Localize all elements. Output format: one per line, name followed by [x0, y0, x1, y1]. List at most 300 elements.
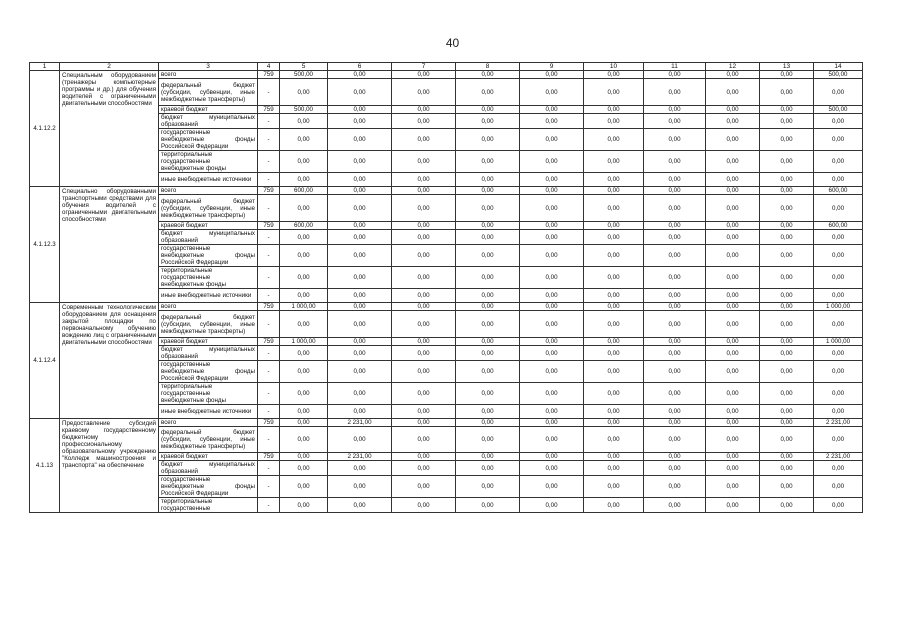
- amount-cell: 0,00: [520, 476, 584, 498]
- amount-cell: 0,00: [706, 461, 760, 476]
- amount-cell: 0,00: [328, 114, 392, 129]
- amount-cell: 0,00: [392, 476, 456, 498]
- amount-cell: 0,00: [760, 383, 814, 405]
- amount-cell: 0,00: [520, 151, 584, 173]
- amount-cell: 0,00: [584, 453, 644, 461]
- amount-cell: 500,00: [280, 106, 328, 114]
- funding-source: бюджет муниципальных образований: [159, 346, 258, 361]
- amount-cell: 0,00: [328, 338, 392, 346]
- amount-cell: 0,00: [760, 151, 814, 173]
- amount-cell: 500,00: [814, 71, 863, 79]
- table-row: [30, 419, 863, 427]
- amount-cell: 0,00: [328, 311, 392, 338]
- amount-cell: 0,00: [280, 476, 328, 498]
- amount-cell: 0,00: [706, 222, 760, 230]
- amount-cell: 0,00: [706, 79, 760, 106]
- budget-table: [29, 62, 863, 513]
- amount-cell: 0,00: [328, 346, 392, 361]
- amount-cell: 1 000,00: [280, 338, 328, 346]
- amount-cell: 0,00: [520, 303, 584, 311]
- budget-code: -: [258, 383, 280, 405]
- amount-cell: 0,00: [328, 187, 392, 195]
- amount-cell: 0,00: [706, 419, 760, 427]
- budget-code: -: [258, 476, 280, 498]
- amount-cell: 0,00: [328, 173, 392, 187]
- amount-cell: 0,00: [644, 79, 706, 106]
- column-header: 2: [60, 63, 159, 71]
- amount-cell: 0,00: [644, 71, 706, 79]
- table-row: [30, 303, 863, 311]
- amount-cell: 0,00: [644, 173, 706, 187]
- funding-source: государственные внебюджетные фонды Российской Федерации: [159, 361, 258, 383]
- amount-cell: 0,00: [328, 222, 392, 230]
- amount-cell: 0,00: [328, 405, 392, 419]
- measure-code: 4.1.12.2: [30, 71, 60, 187]
- amount-cell: 0,00: [456, 419, 520, 427]
- amount-cell: 2 231,00: [328, 419, 392, 427]
- amount-cell: 0,00: [520, 106, 584, 114]
- amount-cell: 0,00: [760, 346, 814, 361]
- funding-source: всего: [159, 419, 258, 427]
- amount-cell: 0,00: [644, 461, 706, 476]
- amount-cell: 0,00: [520, 311, 584, 338]
- amount-cell: 0,00: [328, 230, 392, 245]
- amount-cell: 0,00: [456, 346, 520, 361]
- amount-cell: 0,00: [644, 453, 706, 461]
- funding-source: всего: [159, 187, 258, 195]
- amount-cell: 0,00: [814, 151, 863, 173]
- amount-cell: 0,00: [760, 187, 814, 195]
- amount-cell: 0,00: [584, 187, 644, 195]
- amount-cell: 0,00: [706, 129, 760, 151]
- amount-cell: 0,00: [584, 498, 644, 513]
- amount-cell: 0,00: [644, 151, 706, 173]
- amount-cell: 0,00: [584, 195, 644, 222]
- amount-cell: 0,00: [520, 289, 584, 303]
- amount-cell: 0,00: [706, 476, 760, 498]
- funding-source: иные внебюджетные источники: [159, 289, 258, 303]
- budget-code: -: [258, 311, 280, 338]
- amount-cell: 0,00: [520, 338, 584, 346]
- measure-code: 4.1.13: [30, 419, 60, 513]
- amount-cell: 0,00: [706, 114, 760, 129]
- amount-cell: 0,00: [392, 461, 456, 476]
- measure-code: 4.1.12.4: [30, 303, 60, 419]
- amount-cell: 0,00: [760, 405, 814, 419]
- amount-cell: 0,00: [760, 173, 814, 187]
- funding-source: государственные внебюджетные фонды Российской Федерации: [159, 129, 258, 151]
- budget-code: -: [258, 79, 280, 106]
- amount-cell: 0,00: [760, 245, 814, 267]
- amount-cell: 0,00: [520, 114, 584, 129]
- amount-cell: 0,00: [280, 267, 328, 289]
- budget-code: -: [258, 114, 280, 129]
- amount-cell: 0,00: [392, 427, 456, 453]
- amount-cell: 0,00: [456, 427, 520, 453]
- amount-cell: 0,00: [328, 195, 392, 222]
- amount-cell: 0,00: [280, 405, 328, 419]
- funding-source: территориальные государственные внебюджетные фонды: [159, 383, 258, 405]
- amount-cell: 0,00: [814, 267, 863, 289]
- amount-cell: 0,00: [760, 195, 814, 222]
- amount-cell: 0,00: [706, 338, 760, 346]
- budget-code: 759: [258, 453, 280, 461]
- amount-cell: 0,00: [584, 79, 644, 106]
- amount-cell: 0,00: [814, 476, 863, 498]
- table-row: [30, 71, 863, 79]
- measure-description: Специально оборудованными транспортными средствами для обучения водителей с ограниченными двигательными способностями: [60, 187, 159, 303]
- amount-cell: 0,00: [520, 187, 584, 195]
- amount-cell: 0,00: [456, 79, 520, 106]
- amount-cell: 0,00: [584, 245, 644, 267]
- amount-cell: 0,00: [392, 267, 456, 289]
- amount-cell: 0,00: [392, 230, 456, 245]
- amount-cell: 0,00: [392, 114, 456, 129]
- amount-cell: 0,00: [280, 79, 328, 106]
- amount-cell: 0,00: [392, 346, 456, 361]
- amount-cell: 0,00: [814, 245, 863, 267]
- amount-cell: 0,00: [392, 173, 456, 187]
- amount-cell: 0,00: [328, 498, 392, 513]
- amount-cell: 0,00: [456, 230, 520, 245]
- amount-cell: 0,00: [814, 230, 863, 245]
- budget-code: -: [258, 267, 280, 289]
- amount-cell: 0,00: [814, 498, 863, 513]
- amount-cell: 0,00: [328, 303, 392, 311]
- funding-source: краевой бюджет: [159, 222, 258, 230]
- amount-cell: 0,00: [328, 245, 392, 267]
- amount-cell: 0,00: [456, 383, 520, 405]
- budget-code: -: [258, 405, 280, 419]
- amount-cell: 2 231,00: [328, 453, 392, 461]
- amount-cell: 0,00: [520, 245, 584, 267]
- amount-cell: 0,00: [814, 346, 863, 361]
- measure-description: Современным технологическим оборудованием для оснащения закрытой площадки по первоначальному обучению вождению лиц с ограниченными двигательными способностями: [60, 303, 159, 419]
- amount-cell: 0,00: [392, 79, 456, 106]
- amount-cell: 0,00: [584, 222, 644, 230]
- funding-source: федеральный бюджет (субсидии, субвенции, иные межбюджетные трансферты): [159, 195, 258, 222]
- amount-cell: 0,00: [392, 338, 456, 346]
- column-header: 4: [258, 63, 280, 71]
- amount-cell: 0,00: [280, 453, 328, 461]
- amount-cell: 0,00: [328, 267, 392, 289]
- amount-cell: 2 231,00: [814, 453, 863, 461]
- amount-cell: 0,00: [760, 114, 814, 129]
- amount-cell: 1 000,00: [280, 303, 328, 311]
- amount-cell: 0,00: [392, 106, 456, 114]
- amount-cell: 0,00: [456, 151, 520, 173]
- amount-cell: 0,00: [706, 427, 760, 453]
- amount-cell: 0,00: [760, 498, 814, 513]
- amount-cell: 600,00: [814, 222, 863, 230]
- amount-cell: 0,00: [584, 427, 644, 453]
- funding-source: бюджет муниципальных образований: [159, 461, 258, 476]
- amount-cell: 0,00: [584, 338, 644, 346]
- amount-cell: 0,00: [760, 222, 814, 230]
- funding-source: иные внебюджетные источники: [159, 405, 258, 419]
- amount-cell: 0,00: [392, 71, 456, 79]
- budget-code: -: [258, 461, 280, 476]
- amount-cell: 0,00: [456, 187, 520, 195]
- column-header: 11: [644, 63, 706, 71]
- amount-cell: 0,00: [392, 405, 456, 419]
- amount-cell: 0,00: [392, 361, 456, 383]
- amount-cell: 0,00: [280, 114, 328, 129]
- amount-cell: 0,00: [520, 267, 584, 289]
- amount-cell: 0,00: [706, 405, 760, 419]
- funding-source: территориальные государственные внебюджетные фонды: [159, 151, 258, 173]
- amount-cell: 0,00: [456, 361, 520, 383]
- amount-cell: 0,00: [644, 114, 706, 129]
- amount-cell: 0,00: [520, 453, 584, 461]
- amount-cell: 0,00: [328, 129, 392, 151]
- amount-cell: 500,00: [814, 106, 863, 114]
- amount-cell: 0,00: [456, 106, 520, 114]
- funding-source: территориальные государственные внебюджетные фонды: [159, 267, 258, 289]
- amount-cell: 0,00: [280, 383, 328, 405]
- amount-cell: 0,00: [456, 267, 520, 289]
- amount-cell: 0,00: [584, 289, 644, 303]
- amount-cell: 0,00: [392, 419, 456, 427]
- amount-cell: 0,00: [584, 173, 644, 187]
- amount-cell: 0,00: [280, 361, 328, 383]
- amount-cell: 0,00: [280, 419, 328, 427]
- amount-cell: 0,00: [520, 79, 584, 106]
- header-row: [30, 63, 863, 71]
- amount-cell: 0,00: [520, 129, 584, 151]
- column-header: 13: [760, 63, 814, 71]
- amount-cell: 0,00: [280, 311, 328, 338]
- amount-cell: 0,00: [706, 303, 760, 311]
- budget-code: 759: [258, 71, 280, 79]
- amount-cell: 0,00: [644, 222, 706, 230]
- amount-cell: 0,00: [280, 195, 328, 222]
- column-header: 8: [456, 63, 520, 71]
- amount-cell: 0,00: [456, 476, 520, 498]
- column-header: 5: [280, 63, 328, 71]
- amount-cell: 0,00: [456, 498, 520, 513]
- funding-source: всего: [159, 303, 258, 311]
- amount-cell: 0,00: [456, 303, 520, 311]
- amount-cell: 0,00: [814, 383, 863, 405]
- amount-cell: 0,00: [760, 361, 814, 383]
- amount-cell: 0,00: [456, 311, 520, 338]
- amount-cell: 0,00: [520, 405, 584, 419]
- amount-cell: 0,00: [814, 173, 863, 187]
- amount-cell: 0,00: [328, 427, 392, 453]
- amount-cell: 0,00: [644, 405, 706, 419]
- amount-cell: 0,00: [644, 498, 706, 513]
- amount-cell: 0,00: [456, 129, 520, 151]
- budget-code: 759: [258, 106, 280, 114]
- amount-cell: 0,00: [706, 311, 760, 338]
- funding-source: бюджет муниципальных образований: [159, 114, 258, 129]
- amount-cell: 0,00: [814, 405, 863, 419]
- amount-cell: 0,00: [760, 453, 814, 461]
- amount-cell: 0,00: [760, 338, 814, 346]
- amount-cell: 0,00: [280, 129, 328, 151]
- budget-code: -: [258, 498, 280, 513]
- amount-cell: 0,00: [456, 405, 520, 419]
- amount-cell: 0,00: [706, 361, 760, 383]
- budget-code: 759: [258, 303, 280, 311]
- amount-cell: 0,00: [328, 383, 392, 405]
- funding-source: краевой бюджет: [159, 106, 258, 114]
- amount-cell: 0,00: [814, 461, 863, 476]
- amount-cell: 0,00: [520, 498, 584, 513]
- column-header: 3: [159, 63, 258, 71]
- budget-code: -: [258, 427, 280, 453]
- amount-cell: 0,00: [644, 338, 706, 346]
- amount-cell: 500,00: [280, 71, 328, 79]
- amount-cell: 0,00: [584, 361, 644, 383]
- amount-cell: 0,00: [456, 289, 520, 303]
- budget-code: -: [258, 361, 280, 383]
- table-row: [30, 187, 863, 195]
- amount-cell: 0,00: [584, 461, 644, 476]
- budget-code: 759: [258, 187, 280, 195]
- amount-cell: 0,00: [644, 383, 706, 405]
- amount-cell: 0,00: [760, 461, 814, 476]
- amount-cell: 0,00: [584, 230, 644, 245]
- amount-cell: 0,00: [584, 129, 644, 151]
- column-header: 9: [520, 63, 584, 71]
- amount-cell: 0,00: [328, 476, 392, 498]
- amount-cell: 0,00: [760, 476, 814, 498]
- amount-cell: 0,00: [520, 461, 584, 476]
- amount-cell: 0,00: [520, 71, 584, 79]
- amount-cell: 0,00: [814, 311, 863, 338]
- amount-cell: 0,00: [644, 419, 706, 427]
- amount-cell: 0,00: [328, 71, 392, 79]
- amount-cell: 0,00: [280, 245, 328, 267]
- budget-code: -: [258, 289, 280, 303]
- amount-cell: 0,00: [280, 289, 328, 303]
- page-number: 40: [445, 36, 460, 50]
- budget-code: 759: [258, 338, 280, 346]
- amount-cell: 0,00: [584, 476, 644, 498]
- amount-cell: 0,00: [814, 361, 863, 383]
- amount-cell: 0,00: [644, 303, 706, 311]
- amount-cell: 0,00: [706, 106, 760, 114]
- amount-cell: 0,00: [706, 230, 760, 245]
- amount-cell: 0,00: [706, 187, 760, 195]
- amount-cell: 0,00: [814, 289, 863, 303]
- amount-cell: 0,00: [456, 338, 520, 346]
- amount-cell: 0,00: [520, 173, 584, 187]
- funding-source: территориальные государственные: [159, 498, 258, 513]
- amount-cell: 0,00: [644, 195, 706, 222]
- amount-cell: 0,00: [706, 245, 760, 267]
- budget-code: -: [258, 230, 280, 245]
- measure-code: 4.1.12.3: [30, 187, 60, 303]
- amount-cell: 0,00: [644, 187, 706, 195]
- amount-cell: 0,00: [644, 289, 706, 303]
- amount-cell: 0,00: [706, 195, 760, 222]
- amount-cell: 0,00: [392, 245, 456, 267]
- amount-cell: 0,00: [520, 361, 584, 383]
- amount-cell: 0,00: [814, 79, 863, 106]
- measure-description: Специальным оборудованием (тренажеры компьютерные программы и др.) для обучения водителей с ограниченными двигательными способностями: [60, 71, 159, 187]
- amount-cell: 0,00: [706, 151, 760, 173]
- column-header: 14: [814, 63, 863, 71]
- amount-cell: 0,00: [584, 114, 644, 129]
- amount-cell: 600,00: [280, 187, 328, 195]
- amount-cell: 0,00: [328, 461, 392, 476]
- amount-cell: 0,00: [760, 106, 814, 114]
- amount-cell: 0,00: [706, 71, 760, 79]
- funding-source: всего: [159, 71, 258, 79]
- amount-cell: 0,00: [392, 453, 456, 461]
- amount-cell: 0,00: [328, 79, 392, 106]
- column-header: 6: [328, 63, 392, 71]
- amount-cell: 0,00: [280, 151, 328, 173]
- amount-cell: 0,00: [760, 79, 814, 106]
- amount-cell: 0,00: [520, 419, 584, 427]
- amount-cell: 0,00: [328, 361, 392, 383]
- budget-code: -: [258, 151, 280, 173]
- budget-code: -: [258, 173, 280, 187]
- column-header: 12: [706, 63, 760, 71]
- amount-cell: 0,00: [584, 405, 644, 419]
- amount-cell: 0,00: [456, 114, 520, 129]
- amount-cell: 0,00: [280, 346, 328, 361]
- amount-cell: 0,00: [520, 346, 584, 361]
- column-header: 1: [30, 63, 60, 71]
- measure-description: Предоставление субсидий краевому государственному бюджетному профессиональному образовательному учреждению "Колледж машиностроения и транспорта" на обеспечение: [60, 419, 159, 513]
- budget-code: 759: [258, 419, 280, 427]
- amount-cell: 0,00: [706, 383, 760, 405]
- amount-cell: 0,00: [760, 267, 814, 289]
- amount-cell: 0,00: [392, 129, 456, 151]
- funding-source: федеральный бюджет (субсидии, субвенции, иные межбюджетные трансферты): [159, 311, 258, 338]
- amount-cell: 0,00: [814, 129, 863, 151]
- amount-cell: 0,00: [706, 498, 760, 513]
- amount-cell: 0,00: [760, 129, 814, 151]
- amount-cell: 0,00: [392, 195, 456, 222]
- column-header: 7: [392, 63, 456, 71]
- funding-source: федеральный бюджет (субсидии, субвенции, иные межбюджетные трансферты): [159, 427, 258, 453]
- amount-cell: 0,00: [392, 498, 456, 513]
- amount-cell: 600,00: [814, 187, 863, 195]
- amount-cell: 0,00: [644, 267, 706, 289]
- amount-cell: 0,00: [706, 289, 760, 303]
- budget-code: -: [258, 195, 280, 222]
- budget-code: -: [258, 129, 280, 151]
- amount-cell: 0,00: [520, 230, 584, 245]
- amount-cell: 0,00: [644, 361, 706, 383]
- amount-cell: 0,00: [328, 289, 392, 303]
- amount-cell: 0,00: [392, 187, 456, 195]
- amount-cell: 0,00: [280, 461, 328, 476]
- amount-cell: 0,00: [280, 427, 328, 453]
- amount-cell: 0,00: [644, 311, 706, 338]
- amount-cell: 0,00: [520, 383, 584, 405]
- amount-cell: 0,00: [760, 419, 814, 427]
- amount-cell: 0,00: [584, 71, 644, 79]
- amount-cell: 0,00: [814, 195, 863, 222]
- amount-cell: 0,00: [760, 289, 814, 303]
- amount-cell: 2 231,00: [814, 419, 863, 427]
- amount-cell: 1 000,00: [814, 303, 863, 311]
- amount-cell: 0,00: [584, 311, 644, 338]
- funding-source: государственные внебюджетные фонды Российской Федерации: [159, 245, 258, 267]
- amount-cell: 0,00: [760, 230, 814, 245]
- amount-cell: 0,00: [814, 427, 863, 453]
- amount-cell: 0,00: [644, 245, 706, 267]
- amount-cell: 0,00: [706, 346, 760, 361]
- amount-cell: 1 000,00: [814, 338, 863, 346]
